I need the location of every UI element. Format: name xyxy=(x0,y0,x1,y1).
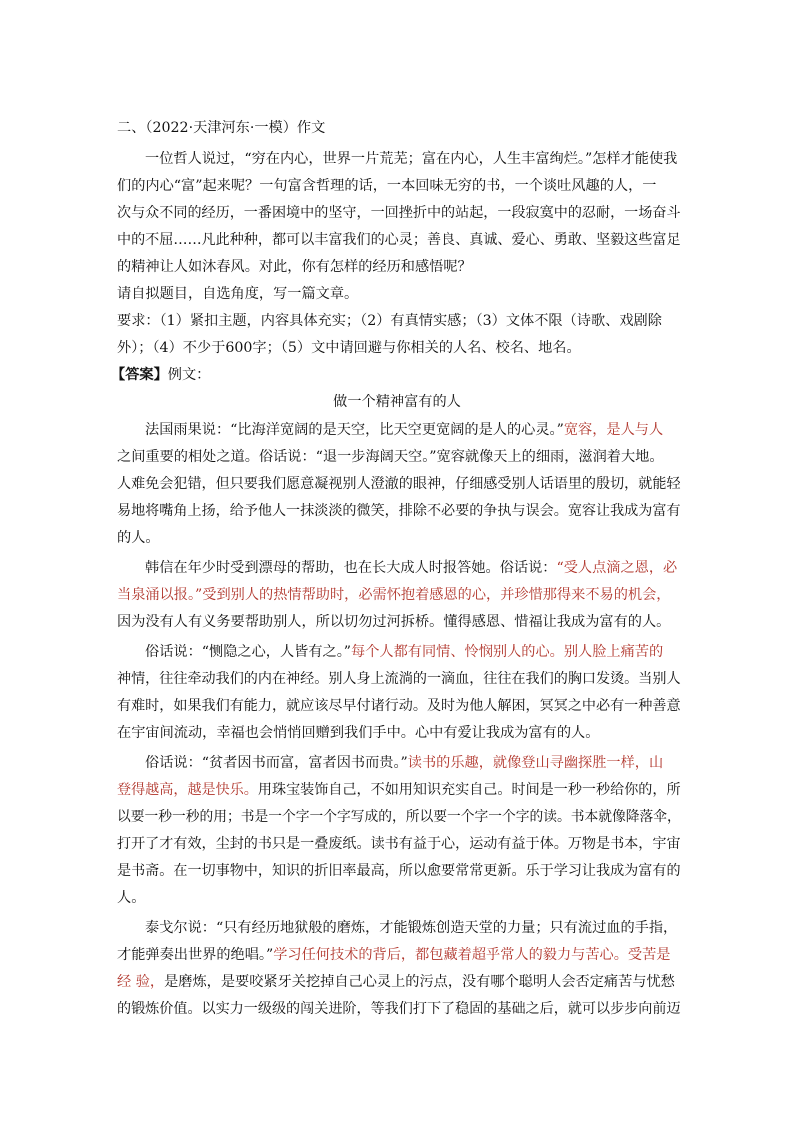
prompt-line-2: 们的内心“富”起来呢？一句富含哲理的话，一本回味无穷的书，一个谈吐风趣的人，一 xyxy=(117,178,657,194)
essay-p5-text: 是磨炼，是要咬紧牙关挖掉自己心灵上的污点，没有哪个聪明人会否定痛苦与忧愁 xyxy=(164,974,675,990)
essay-p4-text: 用珠宝装饰自己，不如用知识充实自己。时间是一秒一秒给你的，所 xyxy=(257,782,681,798)
essay-p1-quote: 法国雨果说：“比海洋宽阔的是天空，比天空更宽阔的是人的心灵。” xyxy=(145,422,564,438)
prompt-line-5: 的精神让人如沐春风。对此，你有怎样的经历和感悟呢？ xyxy=(117,259,472,275)
requirements-line-2: 外）；（4）不少于600字；（5）文中请回避与你相关的人名、校名、地名。 xyxy=(117,340,581,356)
essay-p4-line-5: 是书斋。在一切事物中，知识的折旧率最高，所以愈要常常更新。乐于学习让我成为富有的 xyxy=(117,863,681,879)
essay-p5-line-3 xyxy=(117,972,675,992)
essay-p5-highlight-cont: 经 验， xyxy=(117,974,165,990)
prompt-line-3: 次与众不同的经历，一番困境中的坚守，一回挫折中的站起，一段寂寞中的忍耐，一场奋斗 xyxy=(117,205,681,221)
essay-p5-line-1: 泰戈尔说：“只有经历地狱般的磨炼，才能锻炼创造天堂的力量；只有流过血的手指， xyxy=(145,920,678,936)
essay-p1-line-2: 之间重要的相处之道。俗话说：“退一步海阔天空。”宽容就像天上的细雨，滋润着大地。 xyxy=(117,449,664,465)
prompt-line-1: 一位哲人说过，“穷在内心，世界一片荒芜；富在内心，人生丰富绚烂。”怎样才能使我 xyxy=(145,151,678,167)
prompt-line-4: 中的不屈……凡此种种，都可以丰富我们的心灵；善良、真诚、爱心、勇敢、坚毅这些富足 xyxy=(117,232,681,248)
requirements-line-1: 要求：（1）紧扣主题，内容具体充实；（2）有真情实感；（3）文体不限（诗歌、戏剧除 xyxy=(117,313,662,329)
answer-label: 【答案】 xyxy=(111,367,168,383)
essay-p1-highlight: 宽容，是人与人 xyxy=(563,422,664,438)
essay-p2-highlight: “受人点滴之恩，必 xyxy=(556,560,678,576)
answer-heading xyxy=(111,365,210,385)
prompt-instruction: 请自拟题目，自选角度，写一篇文章。 xyxy=(117,286,359,302)
essay-p2-line-2: 当泉涌以报。”受到别人的热情帮助时，必需怀抱着感恩的心，并珍惜那得来不易的机会， xyxy=(117,587,671,603)
essay-p4-line-4: 打开了才有效，尘封的书只是一叠废纸。读书有益于心，运动有益于体。万物是书本，宇宙 xyxy=(117,836,681,852)
essay-p1-line-1 xyxy=(145,420,663,440)
question-title: 二、（2022·天津河东·一模）作文 xyxy=(117,120,326,136)
essay-p2-text: 韩信在年少时受到漂母的帮助，也在长大成人时报答她。俗话说： xyxy=(145,560,557,576)
essay-p1-line-5: 的人。 xyxy=(117,530,160,546)
essay-p1-line-4: 易地将嘴角上扬，给予他人一抹淡淡的微笑，排除不必要的争执与误会。宽容让我成为富有 xyxy=(117,503,681,519)
answer-label-suffix: 例文： xyxy=(167,367,211,383)
essay-p3-line-3: 有难时，如果我们有能力，就应该尽早付诸行动。及时为他人解困，冥冥之中必有一种善意 xyxy=(117,698,681,714)
essay-p2-line-1 xyxy=(145,558,677,578)
essay-p5-quote-end: 才能弹奏出世界的绝唱。” xyxy=(117,947,274,963)
essay-p4-quote: 俗话说：“贫者因书而富，富者因书而贵。” xyxy=(145,755,408,771)
essay-p5-highlight: 学习任何技术的背后，都包藏着超乎常人的毅力与苦心。受苦是 xyxy=(273,947,671,963)
essay-p4-highlight: 读书的乐趣，就像登山寻幽探胜一样，山 xyxy=(407,755,664,771)
essay-p5-line-4: 的锻炼价值。以实力一级级的闯关进阶，等我们打下了稳固的基础之后，就可以步步向前迈 xyxy=(117,1001,681,1017)
essay-p3-line-1 xyxy=(145,642,663,662)
essay-p4-line-1 xyxy=(145,753,663,773)
essay-p4-line-3: 以要一秒一秒的用；书是一个字一个字写成的，所以要一个字一个字的读。书本就像降落伞， xyxy=(117,809,681,825)
essay-p4-line-2 xyxy=(117,780,681,800)
essay-p1-line-3: 人难免会犯错，但只要我们愿意凝视别人澄澈的眼神，仔细感受别人话语里的殷切，就能轻 xyxy=(117,476,681,492)
essay-p4-highlight-cont: 登得越高，越是快乐。 xyxy=(117,782,258,798)
essay-p3-highlight: 每个人都有同情、怜悯别人的心。别人脸上痛苦的 xyxy=(351,644,664,660)
essay-p3-line-4: 在宇宙间流动，幸福也会悄悄回赠到我们手中。心中有爱让我成为富有的人。 xyxy=(117,725,600,741)
essay-p3-line-2: 神情，往往牵动我们的内在神经。别人身上流淌的一滴血，往往在我们的胸口发烫。当别人 xyxy=(117,671,681,687)
essay-p3-quote: 俗话说：“恻隐之心，人皆有之。” xyxy=(145,644,352,660)
essay-p5-line-2 xyxy=(117,945,670,965)
essay-title: 做一个精神富有的人 xyxy=(333,394,461,410)
essay-p4-line-6: 人。 xyxy=(117,890,146,906)
essay-p2-line-3: 因为没有人有义务要帮助别人，所以切勿过河拆桥。懂得感恩、惜福让我成为富有的人。 xyxy=(117,614,671,630)
